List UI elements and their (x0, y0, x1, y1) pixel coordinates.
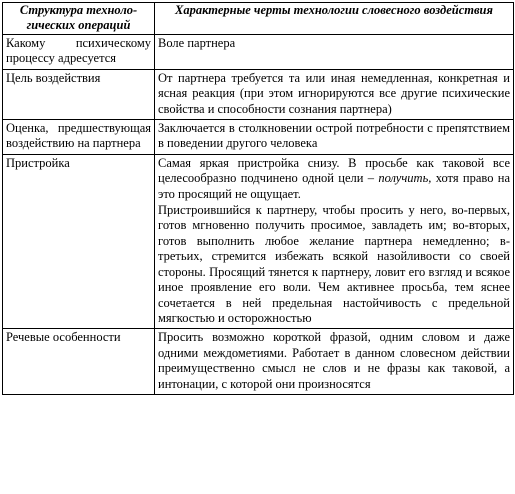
row-text-assessment (155, 120, 514, 155)
table-row (3, 329, 514, 395)
column-header-structure: Структура технологических операций (3, 3, 155, 35)
row-text-goal (155, 69, 514, 119)
table-row (3, 154, 514, 328)
row-label-assessment: Оценка, предшествующая воздействию на партнера (3, 120, 155, 155)
row-text-paragraph: Воле партнера (158, 36, 236, 50)
row-label-process: Какому психическому процессу адресуется (3, 35, 155, 70)
row-label-speech: Речевые особенности (3, 329, 155, 395)
column-header-features: Характерные черты технологии словесного воздействия (155, 3, 514, 35)
text-before-emphasis: Самая яркая пристройка снизу. В просьбе как таковой все целесообразно подчинено одной цели – (158, 155, 510, 186)
table-row (3, 35, 514, 70)
table-header-row (3, 3, 514, 35)
row-text-paragraph: От партнера требуется та или иная немедленная, конкретная и ясная реакция (при этом игнорируются все другие психические свойства и способности сознания партнера) (158, 70, 510, 116)
row-text-process (155, 35, 514, 70)
technology-table (2, 2, 514, 395)
row-text-approach (155, 154, 514, 328)
emphasized-word: получить, (378, 171, 432, 186)
row-text-speech (155, 329, 514, 395)
row-label-goal: Цель воздействия (3, 69, 155, 119)
text-after-emphasis: хотя право на это просящий не ощущает. (158, 171, 510, 201)
row-text-paragraph: Просить возможно короткой фразой, одним словом и даже одними междометиями. Работает в данном словесном действии преимущественно смысл не слов и не фразы как таковой, а интонации, с которой они произносятся (158, 330, 510, 391)
table-row (3, 69, 514, 119)
table-row (3, 120, 514, 155)
row-text-paragraph (158, 156, 510, 202)
row-text-paragraph: Заключается в столкновении острой потребности с препятствием в поведении другого человека (158, 121, 510, 151)
row-label-approach: Пристройка (3, 154, 155, 328)
row-text-paragraph: Пристроившийся к партнеру, чтобы просить у него, во-первых, готов мгновенно получить просимое, завладеть им; во-вторых, готов выполнить любое желание партнера немедленно; в-третьих, стремится избежать всякой назойливости со своей стороны. Просящий тянется к партнеру, ловит его взгляд и всякое иное проявление его воли. Чем активнее просьба, тем яснее сочетается в ней предельная настойчивость с предельной мягкостью и осторожностью (158, 203, 510, 325)
